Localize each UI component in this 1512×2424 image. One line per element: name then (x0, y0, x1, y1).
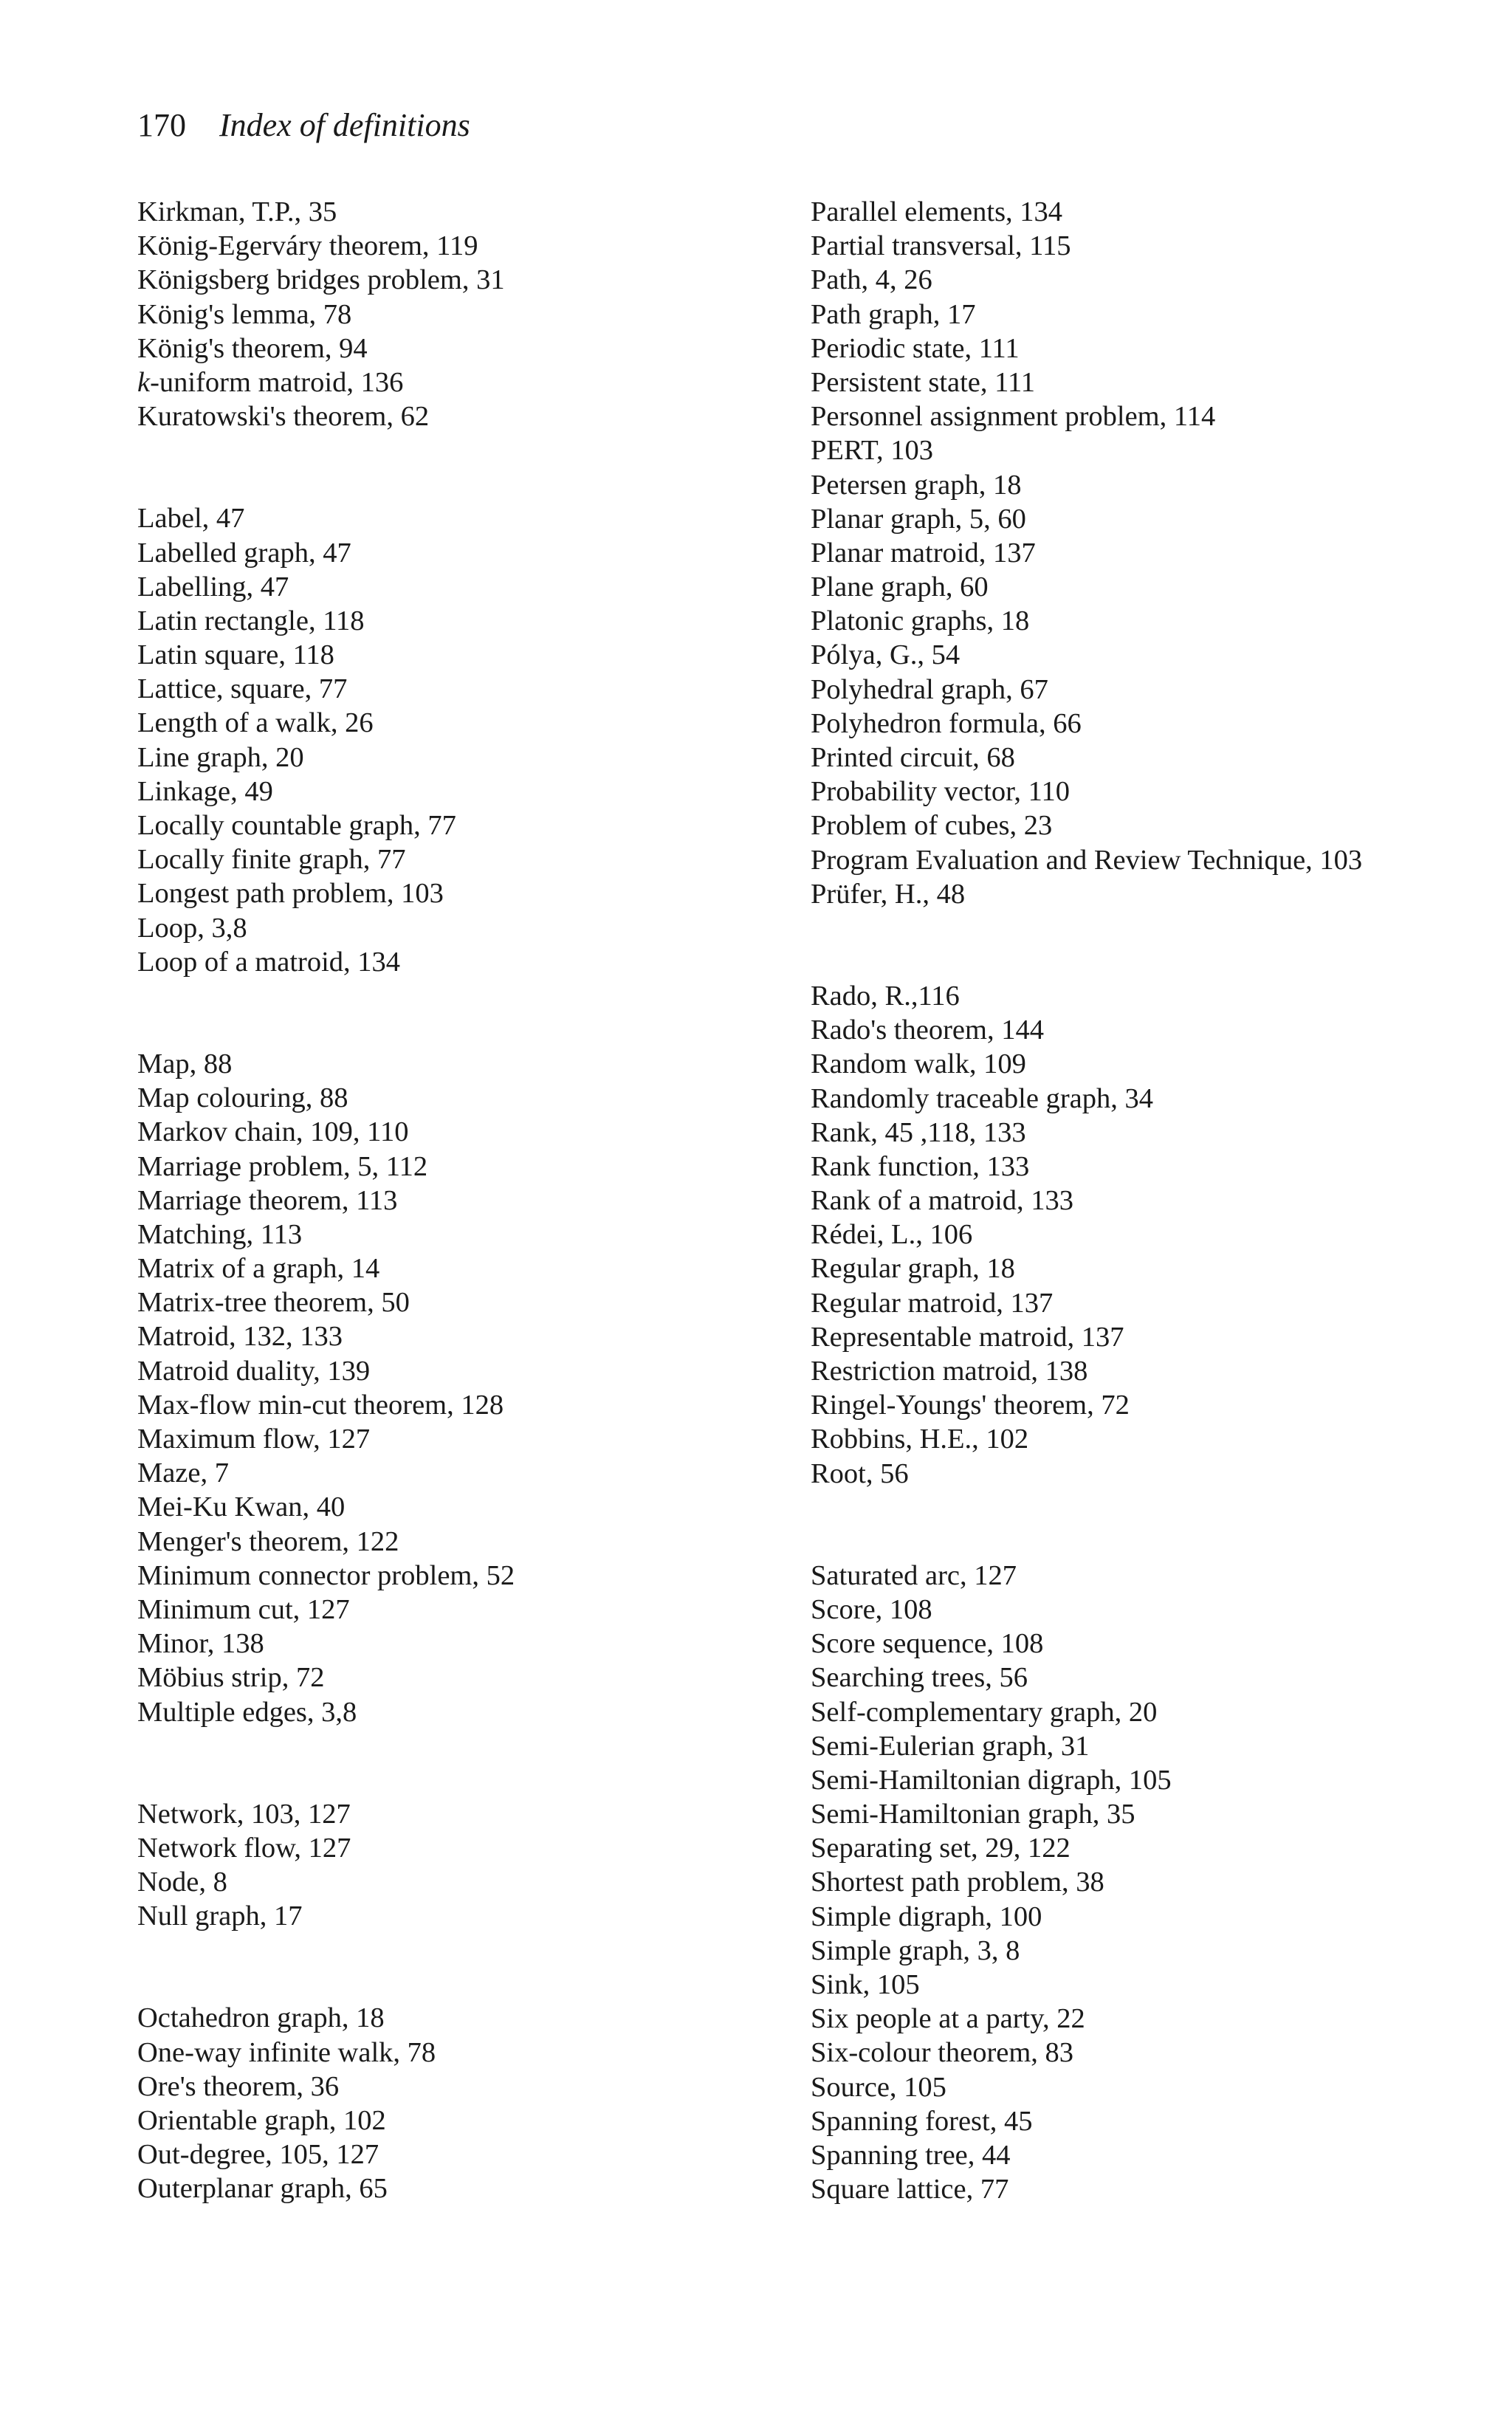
index-entry: Simple digraph, 100 (811, 1901, 1042, 1932)
index-group (137, 1797, 787, 1934)
index-entry: Random walk, 109 (811, 1048, 1026, 1080)
index-entry: König's theorem, 94 (137, 332, 368, 364)
index-entry: Parallel elements, 134 (811, 196, 1063, 227)
index-entry: Saturated arc, 127 (811, 1559, 1017, 1591)
index-group (811, 979, 1475, 1491)
index-entry: Node, 8 (137, 1867, 227, 1898)
index-entry: Plane graph, 60 (811, 571, 989, 603)
index-entry: Self-complementary graph, 20 (811, 1696, 1158, 1728)
index-entry: Longest path problem, 103 (137, 878, 444, 910)
index-entry: Matching, 113 (137, 1218, 303, 1250)
index-entry: Maximum flow, 127 (137, 1424, 371, 1455)
index-entry: Matroid duality, 139 (137, 1355, 371, 1387)
index-entry: Planar matroid, 137 (811, 537, 1036, 569)
index-entry: Square lattice, 77 (811, 2174, 1009, 2205)
index-entry: Maze, 7 (137, 1458, 229, 1489)
index-entry: Source, 105 (811, 2071, 946, 2103)
index-entry: Six-colour theorem, 83 (811, 2037, 1074, 2069)
index-entry: Minimum connector problem, 52 (137, 1559, 515, 1591)
index-entry: Score sequence, 108 (811, 1628, 1044, 1660)
index-group (137, 2001, 787, 2205)
index-entry: Prüfer, H., 48 (811, 878, 966, 910)
index-entry: Network, 103, 127 (137, 1798, 351, 1830)
index-entry: Polyhedron formula, 66 (811, 707, 1082, 739)
index-group (137, 195, 787, 433)
index-entry: Marriage theorem, 113 (137, 1184, 398, 1216)
index-entry: Max-flow min-cut theorem, 128 (137, 1389, 504, 1421)
index-group (811, 1559, 1475, 2207)
index-entry: Map colouring, 88 (137, 1082, 348, 1114)
index-entry: Minimum cut, 127 (137, 1593, 350, 1625)
index-entry: Kuratowski's theorem, 62 (137, 401, 430, 433)
index-entry: Partial transversal, 115 (811, 230, 1071, 262)
index-entry: Ore's theorem, 36 (137, 2070, 340, 2102)
index-entry: Orientable graph, 102 (137, 2105, 386, 2136)
index-entry: Polyhedral graph, 67 (811, 673, 1048, 705)
index-entry: Markov chain, 109, 110 (137, 1116, 409, 1148)
index-entry: Root, 56 (811, 1458, 909, 1489)
index-entry: Simple graph, 3, 8 (811, 1934, 1020, 1966)
index-entry: Mei-Ku Kwan, 40 (137, 1491, 346, 1523)
index-entry: Minor, 138 (137, 1628, 264, 1660)
index-entry: Rado's theorem, 144 (811, 1014, 1044, 1046)
index-entry: Locally finite graph, 77 (137, 844, 406, 876)
index-entry: Latin square, 118 (137, 639, 334, 671)
running-head (137, 103, 470, 148)
index-entry: Spanning tree, 44 (811, 2139, 1011, 2171)
index-column-right (811, 195, 1475, 2274)
index-entry: Spanning forest, 45 (811, 2105, 1033, 2137)
index-entry: PERT, 103 (811, 435, 933, 467)
index-entry: Searching trees, 56 (811, 1662, 1028, 1694)
index-entry: Matroid, 132, 133 (137, 1321, 343, 1353)
index-entry: Printed circuit, 68 (811, 742, 1015, 773)
index-entry: Periodic state, 111 (811, 332, 1020, 364)
index-entry: Matrix-tree theorem, 50 (137, 1287, 410, 1319)
index-entry: Pólya, G., 54 (811, 639, 961, 671)
index-entry: Network flow, 127 (137, 1832, 351, 1864)
index-entry: Out-degree, 105, 127 (137, 2139, 379, 2171)
index-entry: k-uniform matroid, 136 (137, 366, 404, 398)
index-group (137, 501, 787, 979)
index-entry: Representable matroid, 137 (811, 1321, 1124, 1353)
index-group (811, 195, 1475, 911)
index-entry: König-Egerváry theorem, 119 (137, 230, 478, 262)
page-number: 170 (137, 107, 186, 143)
index-entry: Probability vector, 110 (811, 776, 1070, 808)
index-entry: Semi-Hamiltonian graph, 35 (811, 1799, 1135, 1830)
index-entry: Six people at a party, 22 (811, 2003, 1085, 2035)
index-entry: Path, 4, 26 (811, 264, 932, 296)
index-entry: Ringel-Youngs' theorem, 72 (811, 1390, 1130, 1421)
index-entry: König's lemma, 78 (137, 298, 352, 330)
index-entry: Rank function, 133 (811, 1150, 1030, 1182)
index-entry: Line graph, 20 (137, 741, 304, 773)
index-entry: Problem of cubes, 23 (811, 810, 1053, 842)
index-entry: Octahedron graph, 18 (137, 2002, 385, 2034)
index-entry: Semi-Eulerian graph, 31 (811, 1730, 1090, 1762)
section-title: Index of definitions (219, 107, 470, 143)
index-group (137, 1047, 787, 1729)
index-entry: Length of a walk, 26 (137, 707, 374, 739)
index-entry: Score, 108 (811, 1593, 932, 1625)
index-column-left (137, 195, 787, 2274)
index-entry: Marriage problem, 5, 112 (137, 1150, 428, 1182)
index-entry: Loop, 3,8 (137, 912, 247, 944)
index-entry: Restriction matroid, 138 (811, 1356, 1088, 1387)
index-entry: Linkage, 49 (137, 775, 273, 807)
index-entry: Semi-Hamiltonian digraph, 105 (811, 1764, 1172, 1796)
index-entry: Menger's theorem, 122 (137, 1525, 399, 1557)
index-entry: Path graph, 17 (811, 298, 976, 330)
index-entry: Shortest path problem, 38 (811, 1867, 1104, 1898)
index-entry: Planar graph, 5, 60 (811, 503, 1026, 535)
index-entry: Loop of a matroid, 134 (137, 946, 401, 978)
index-entry: Program Evaluation and Review Technique, 103 (811, 844, 1363, 876)
index-entry: Separating set, 29, 122 (811, 1833, 1071, 1864)
index-entry: Randomly traceable graph, 34 (811, 1082, 1153, 1114)
index-entry: Labelled graph, 47 (137, 537, 351, 569)
index-entry: Möbius strip, 72 (137, 1662, 325, 1694)
index-entry: Rédei, L., 106 (811, 1219, 973, 1251)
index-entry: Locally countable graph, 77 (137, 810, 456, 841)
index-entry: Latin rectangle, 118 (137, 605, 365, 636)
index-entry: One-way infinite walk, 78 (137, 2036, 436, 2068)
index-entry: Regular graph, 18 (811, 1253, 1015, 1285)
index-entry: Null graph, 17 (137, 1901, 303, 1932)
index-entry: Königsberg bridges problem, 31 (137, 264, 505, 296)
index-entry: Label, 47 (137, 503, 245, 535)
index-entry: Sink, 105 (811, 1969, 920, 2000)
index-entry: Kirkman, T.P., 35 (137, 196, 337, 227)
index-entry: Matrix of a graph, 14 (137, 1253, 380, 1285)
index-entry: Platonic graphs, 18 (811, 605, 1030, 637)
index-entry: Robbins, H.E., 102 (811, 1424, 1029, 1455)
index-entry: Personnel assignment problem, 114 (811, 401, 1216, 433)
index-entry: Persistent state, 111 (811, 366, 1036, 398)
index-entry: Lattice, square, 77 (137, 673, 348, 705)
index-entry: Outerplanar graph, 65 (137, 2173, 388, 2205)
index-entry: Labelling, 47 (137, 571, 289, 602)
index-entry: Regular matroid, 137 (811, 1287, 1054, 1319)
index-entry: Rank, 45 ,118, 133 (811, 1116, 1026, 1148)
index-entry: Rank of a matroid, 133 (811, 1185, 1074, 1217)
index-entry: Rado, R.,116 (811, 980, 960, 1012)
index-entry: Map, 88 (137, 1048, 233, 1079)
index-entry: Petersen graph, 18 (811, 469, 1022, 501)
index-entry: Multiple edges, 3,8 (137, 1696, 357, 1728)
